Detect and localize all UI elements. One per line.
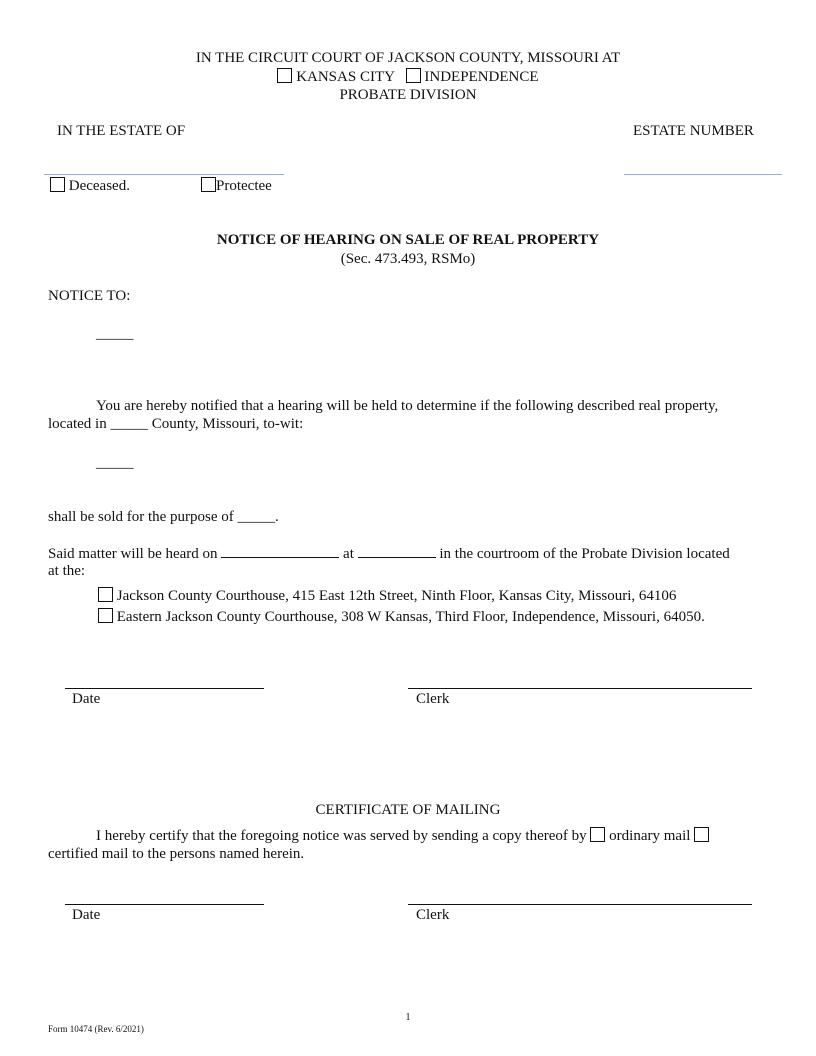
hearing-time-field[interactable] <box>358 545 436 558</box>
estate-of-label: IN THE ESTATE OF <box>57 123 186 139</box>
notice-paragraph-line-1: You are hereby notified that a hearing will be held to determine if the following described real property, <box>96 398 719 414</box>
document-title: NOTICE OF HEARING ON SALE OF REAL PROPERTY <box>216 232 600 248</box>
at-label: at <box>343 546 354 562</box>
protectee-label: Protectee <box>216 178 272 194</box>
deceased-checkbox[interactable] <box>50 177 65 192</box>
notice-to-field[interactable]: _____ <box>96 326 134 342</box>
date-label-2: Date <box>72 907 101 923</box>
hearing-date-field[interactable] <box>221 545 339 558</box>
certified-mail-checkbox[interactable] <box>694 827 709 842</box>
form-identifier: Form 10474 (Rev. 6/2021) <box>48 1024 144 1034</box>
deceased-option <box>50 177 130 195</box>
courthouse-option-1 <box>98 587 676 605</box>
date-label-1: Date <box>72 691 101 707</box>
division-heading: PROBATE DIVISION <box>339 87 477 103</box>
clerk-label-2: Clerk <box>416 907 450 923</box>
courthouse-2-label: Eastern Jackson County Courthouse, 308 W Kansas, Third Floor, Independence, Missouri, 64050. <box>116 609 705 625</box>
clerk-signature-line-2[interactable] <box>408 904 752 905</box>
courtroom-label: in the courtroom of the Probate Division located <box>439 546 730 562</box>
at-the-label: at the: <box>48 563 86 579</box>
kansas-city-label: KANSAS CITY <box>296 69 395 85</box>
independence-label: INDEPENDENCE <box>424 69 539 85</box>
court-heading: IN THE CIRCUIT COURT OF JACKSON COUNTY, MISSOURI AT <box>195 50 621 66</box>
courthouse-2-checkbox[interactable] <box>98 608 113 623</box>
certificate-line-1 <box>96 827 709 845</box>
statute-reference: (Sec. 473.493, RSMo) <box>340 251 476 267</box>
certificate-text-1: I hereby certify that the foregoing notice was served by sending a copy thereof by <box>96 828 587 844</box>
hearing-line <box>48 545 730 563</box>
clerk-label-1: Clerk <box>416 691 450 707</box>
protectee-checkbox[interactable] <box>201 177 216 192</box>
ordinary-mail-checkbox[interactable] <box>590 827 605 842</box>
location-options <box>0 68 816 86</box>
notice-to-label: NOTICE TO: <box>48 288 131 304</box>
estate-name-field[interactable] <box>44 174 284 175</box>
deceased-label: Deceased. <box>68 178 130 194</box>
courthouse-1-checkbox[interactable] <box>98 587 113 602</box>
page-number: 1 <box>405 1012 411 1023</box>
certificate-line-2: certified mail to the persons named herein. <box>48 846 305 862</box>
courthouse-option-2 <box>98 608 705 626</box>
protectee-option <box>201 177 272 195</box>
estate-number-label: ESTATE NUMBER <box>633 123 754 139</box>
notice-paragraph-line-2: located in _____ County, Missouri, to-wit: <box>48 416 304 432</box>
estate-number-field[interactable] <box>624 174 782 175</box>
date-signature-line-2[interactable] <box>65 904 264 905</box>
courthouse-1-label: Jackson County Courthouse, 415 East 12th Street, Ninth Floor, Kansas City, Missouri, 64106 <box>116 588 677 604</box>
date-signature-line-1[interactable] <box>65 688 264 689</box>
certificate-title: CERTIFICATE OF MAILING <box>315 802 501 818</box>
kansas-city-checkbox[interactable] <box>277 68 292 83</box>
heard-on-label: Said matter will be heard on <box>48 546 218 562</box>
clerk-signature-line-1[interactable] <box>408 688 752 689</box>
property-description-field[interactable]: _____ <box>96 455 134 471</box>
ordinary-mail-label: ordinary mail <box>609 828 691 844</box>
sale-purpose-line: shall be sold for the purpose of _____. <box>48 509 279 525</box>
independence-checkbox[interactable] <box>406 68 421 83</box>
